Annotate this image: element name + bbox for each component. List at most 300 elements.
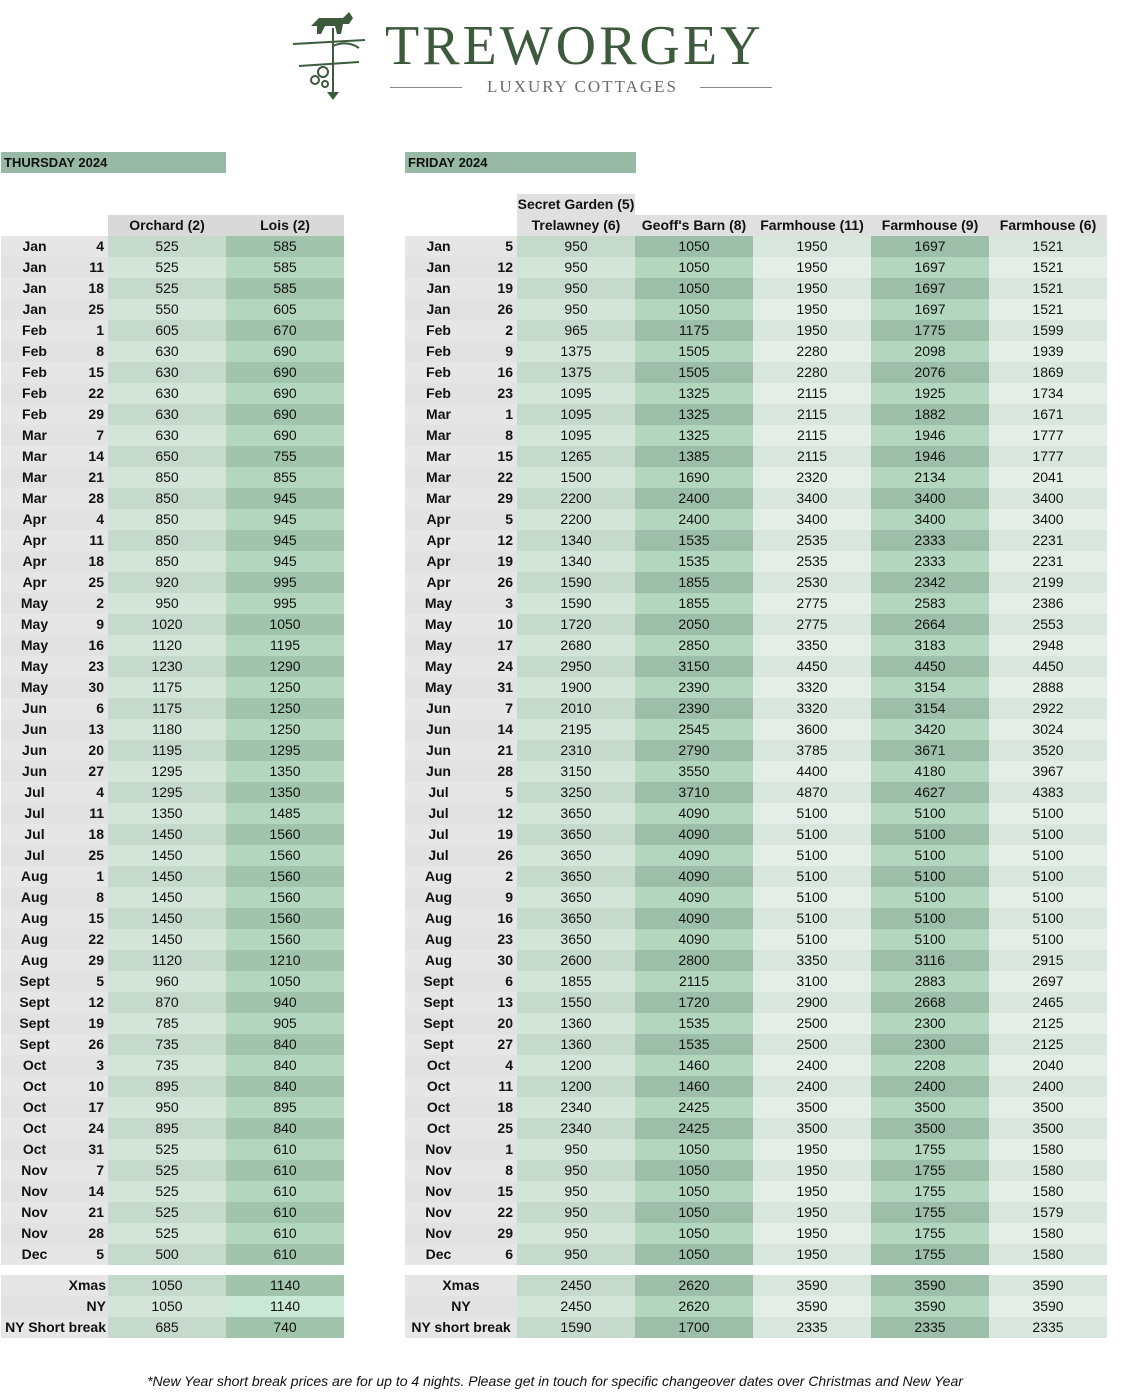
- price-cell: 2342: [871, 572, 989, 593]
- month-cell: Oct: [405, 1076, 472, 1097]
- day-cell: 11: [472, 1076, 517, 1097]
- price-cell: 5100: [989, 845, 1107, 866]
- price-cell: 1050: [226, 971, 344, 992]
- blank-cell: [68, 215, 108, 236]
- price-cell: 950: [517, 236, 635, 257]
- day-cell: 8: [472, 1160, 517, 1181]
- price-cell: 1325: [635, 425, 753, 446]
- column-header: Geoff's Barn (8): [635, 215, 753, 236]
- table-row: [1, 1034, 344, 1055]
- price-cell: 585: [226, 257, 344, 278]
- price-cell: 1950: [753, 236, 871, 257]
- price-cell: 1195: [108, 740, 226, 761]
- month-cell: Mar: [1, 488, 68, 509]
- price-cell: 755: [226, 446, 344, 467]
- month-cell: May: [405, 614, 472, 635]
- price-cell: 1350: [108, 803, 226, 824]
- price-cell: 1325: [635, 404, 753, 425]
- price-cell: 1755: [871, 1181, 989, 1202]
- day-cell: 31: [68, 1139, 108, 1160]
- table-row: [1, 1013, 344, 1034]
- price-cell: 1340: [517, 530, 635, 551]
- month-cell: Jun: [1, 698, 68, 719]
- price-cell: 1697: [871, 236, 989, 257]
- price-cell: 4180: [871, 761, 989, 782]
- price-cell: 1460: [635, 1076, 753, 1097]
- extra-row: [405, 1296, 1107, 1317]
- price-cell: 610: [226, 1202, 344, 1223]
- price-cell: 855: [226, 467, 344, 488]
- price-cell: 525: [108, 1223, 226, 1244]
- price-cell: 1120: [108, 635, 226, 656]
- day-cell: 5: [472, 236, 517, 257]
- price-cell: 2775: [753, 593, 871, 614]
- price-cell: 1775: [871, 320, 989, 341]
- price-cell: 1485: [226, 803, 344, 824]
- weathervane-icon: [285, 10, 385, 100]
- month-cell: May: [1, 614, 68, 635]
- table-row: [405, 404, 1107, 425]
- day-cell: 1: [68, 866, 108, 887]
- price-cell: 2231: [989, 551, 1107, 572]
- day-cell: 19: [472, 824, 517, 845]
- column-header: Orchard (2): [108, 215, 226, 236]
- price-cell: 2333: [871, 530, 989, 551]
- price-cell: 2450: [517, 1296, 635, 1317]
- price-cell: 690: [226, 383, 344, 404]
- price-cell: 4400: [753, 761, 871, 782]
- price-cell: 3100: [753, 971, 871, 992]
- price-cell: 840: [226, 1055, 344, 1076]
- price-cell: 1900: [517, 677, 635, 698]
- month-cell: Aug: [405, 887, 472, 908]
- column-header: Farmhouse (6): [989, 215, 1107, 236]
- price-cell: 2850: [635, 635, 753, 656]
- price-cell: 5100: [871, 803, 989, 824]
- price-cell: 2115: [753, 404, 871, 425]
- table-row: [405, 1181, 1107, 1202]
- price-cell: 525: [108, 1139, 226, 1160]
- table-row: [405, 1013, 1107, 1034]
- day-cell: 27: [68, 761, 108, 782]
- month-cell: Oct: [405, 1097, 472, 1118]
- price-cell: 1050: [635, 1139, 753, 1160]
- price-cell: 2915: [989, 950, 1107, 971]
- price-cell: 1505: [635, 341, 753, 362]
- price-cell: 1050: [635, 1223, 753, 1244]
- price-cell: 1777: [989, 446, 1107, 467]
- day-cell: 7: [68, 425, 108, 446]
- day-cell: 24: [472, 656, 517, 677]
- month-cell: Feb: [405, 320, 472, 341]
- day-cell: 28: [68, 488, 108, 509]
- table-row: [1, 341, 344, 362]
- price-cell: 2400: [635, 488, 753, 509]
- price-cell: 2300: [871, 1013, 989, 1034]
- day-cell: 10: [68, 1076, 108, 1097]
- price-cell: 2697: [989, 971, 1107, 992]
- price-cell: 525: [108, 278, 226, 299]
- month-cell: Jul: [1, 824, 68, 845]
- blank-cell: [635, 194, 753, 215]
- month-cell: Jun: [1, 761, 68, 782]
- price-cell: 2310: [517, 740, 635, 761]
- price-cell: 1946: [871, 446, 989, 467]
- blank-cell: [108, 194, 226, 215]
- blank-cell: [108, 1265, 226, 1275]
- day-cell: 2: [68, 593, 108, 614]
- table-row: [1, 1097, 344, 1118]
- divider: [700, 87, 772, 88]
- table-row: [405, 992, 1107, 1013]
- price-cell: 5100: [871, 887, 989, 908]
- price-cell: 3400: [989, 509, 1107, 530]
- day-cell: 24: [68, 1118, 108, 1139]
- price-cell: 1950: [753, 320, 871, 341]
- month-cell: Feb: [405, 341, 472, 362]
- price-cell: 1195: [226, 635, 344, 656]
- price-cell: 950: [517, 1244, 635, 1265]
- price-cell: 1521: [989, 278, 1107, 299]
- table-row: [1, 992, 344, 1013]
- price-cell: 735: [108, 1034, 226, 1055]
- price-cell: 3250: [517, 782, 635, 803]
- price-cell: 3400: [871, 509, 989, 530]
- price-cell: 690: [226, 425, 344, 446]
- price-cell: 610: [226, 1160, 344, 1181]
- price-cell: 3650: [517, 929, 635, 950]
- price-cell: 1350: [226, 782, 344, 803]
- table-row: [1, 887, 344, 908]
- price-cell: 1050: [635, 1202, 753, 1223]
- month-cell: Oct: [405, 1118, 472, 1139]
- table-row: [405, 467, 1107, 488]
- price-cell: 1050: [108, 1296, 226, 1317]
- price-cell: 2134: [871, 467, 989, 488]
- day-cell: 22: [68, 929, 108, 950]
- day-cell: 4: [68, 236, 108, 257]
- price-cell: 3650: [517, 824, 635, 845]
- price-cell: 1295: [108, 782, 226, 803]
- price-cell: 5100: [989, 803, 1107, 824]
- price-cell: 2900: [753, 992, 871, 1013]
- price-cell: 3590: [871, 1275, 989, 1296]
- day-cell: 22: [68, 383, 108, 404]
- price-cell: 2386: [989, 593, 1107, 614]
- price-cell: 1590: [517, 1317, 635, 1338]
- blank-cell: [472, 215, 517, 236]
- month-cell: Nov: [1, 1181, 68, 1202]
- price-cell: 630: [108, 404, 226, 425]
- table-row: [405, 320, 1107, 341]
- blank-cell: [405, 1265, 472, 1275]
- day-cell: 6: [68, 698, 108, 719]
- price-cell: 3650: [517, 845, 635, 866]
- month-cell: Jun: [405, 761, 472, 782]
- price-cell: 945: [226, 509, 344, 530]
- month-cell: Jun: [405, 740, 472, 761]
- price-cell: 4090: [635, 908, 753, 929]
- price-cell: 2115: [635, 971, 753, 992]
- price-cell: 2400: [635, 509, 753, 530]
- month-cell: May: [405, 677, 472, 698]
- month-cell: Nov: [405, 1181, 472, 1202]
- day-cell: 27: [472, 1034, 517, 1055]
- table-row: [405, 341, 1107, 362]
- day-cell: 14: [68, 446, 108, 467]
- month-cell: Mar: [405, 467, 472, 488]
- column-header: Lois (2): [226, 215, 344, 236]
- price-cell: 4090: [635, 845, 753, 866]
- month-cell: Jan: [405, 236, 472, 257]
- price-cell: 1560: [226, 845, 344, 866]
- price-cell: 1755: [871, 1139, 989, 1160]
- blank-cell: [871, 1265, 989, 1275]
- price-cell: 525: [108, 257, 226, 278]
- price-cell: 1560: [226, 887, 344, 908]
- price-cell: 1375: [517, 362, 635, 383]
- price-cell: 1250: [226, 719, 344, 740]
- period-label: NY: [405, 1296, 517, 1317]
- month-cell: Jan: [405, 257, 472, 278]
- day-cell: 18: [68, 551, 108, 572]
- price-cell: 1250: [226, 677, 344, 698]
- day-cell: 17: [472, 635, 517, 656]
- price-cell: 2340: [517, 1097, 635, 1118]
- price-cell: 690: [226, 362, 344, 383]
- price-cell: 950: [517, 1160, 635, 1181]
- price-cell: 895: [108, 1118, 226, 1139]
- price-cell: 1521: [989, 257, 1107, 278]
- period-label: NY short break: [405, 1317, 517, 1338]
- price-cell: 1950: [753, 1202, 871, 1223]
- price-cell: 3400: [753, 488, 871, 509]
- price-cell: 3590: [753, 1296, 871, 1317]
- price-cell: 3967: [989, 761, 1107, 782]
- price-cell: 1690: [635, 467, 753, 488]
- price-cell: 1580: [989, 1139, 1107, 1160]
- price-cell: 1720: [635, 992, 753, 1013]
- price-cell: 1939: [989, 341, 1107, 362]
- price-cell: 1950: [753, 1160, 871, 1181]
- brand-logo: [285, 10, 785, 100]
- day-cell: 20: [472, 1013, 517, 1034]
- month-cell: May: [1, 593, 68, 614]
- price-cell: 5100: [989, 866, 1107, 887]
- price-cell: 650: [108, 446, 226, 467]
- price-cell: 585: [226, 236, 344, 257]
- price-cell: 1560: [226, 824, 344, 845]
- day-cell: 26: [68, 1034, 108, 1055]
- price-cell: 1265: [517, 446, 635, 467]
- price-cell: 1855: [635, 593, 753, 614]
- day-cell: 21: [472, 740, 517, 761]
- day-cell: 11: [68, 257, 108, 278]
- price-cell: 3350: [753, 950, 871, 971]
- price-cell: 2800: [635, 950, 753, 971]
- day-cell: 11: [68, 530, 108, 551]
- price-cell: 1450: [108, 866, 226, 887]
- price-cell: 1095: [517, 425, 635, 446]
- price-cell: 685: [108, 1317, 226, 1338]
- price-cell: 1855: [517, 971, 635, 992]
- day-cell: 18: [68, 278, 108, 299]
- month-cell: Feb: [405, 362, 472, 383]
- price-cell: 1050: [108, 1275, 226, 1296]
- price-cell: 2888: [989, 677, 1107, 698]
- extra-row: [405, 1317, 1107, 1338]
- price-cell: 1295: [226, 740, 344, 761]
- month-cell: Feb: [1, 320, 68, 341]
- day-cell: 26: [472, 845, 517, 866]
- price-cell: 1855: [635, 572, 753, 593]
- price-cell: 4870: [753, 782, 871, 803]
- month-cell: Oct: [1, 1097, 68, 1118]
- extra-row: [405, 1275, 1107, 1296]
- price-cell: 2922: [989, 698, 1107, 719]
- table-row: [1, 677, 344, 698]
- day-cell: 21: [68, 1202, 108, 1223]
- price-cell: 1950: [753, 278, 871, 299]
- day-cell: 23: [472, 929, 517, 950]
- price-cell: 3520: [989, 740, 1107, 761]
- table-row: [1, 362, 344, 383]
- month-cell: Nov: [1, 1160, 68, 1181]
- price-cell: 5100: [753, 908, 871, 929]
- day-cell: 12: [472, 257, 517, 278]
- price-cell: 1460: [635, 1055, 753, 1076]
- month-cell: Aug: [1, 950, 68, 971]
- price-cell: 3154: [871, 698, 989, 719]
- price-cell: 2400: [871, 1076, 989, 1097]
- price-cell: 960: [108, 971, 226, 992]
- price-cell: 1360: [517, 1034, 635, 1055]
- price-cell: 950: [517, 1202, 635, 1223]
- price-cell: 1950: [753, 1139, 871, 1160]
- price-cell: 4090: [635, 887, 753, 908]
- month-cell: Jul: [405, 845, 472, 866]
- price-cell: 2620: [635, 1296, 753, 1317]
- table-row: [1, 614, 344, 635]
- price-cell: 1140: [226, 1275, 344, 1296]
- day-cell: 4: [472, 1055, 517, 1076]
- price-cell: 1535: [635, 530, 753, 551]
- table-row: [405, 782, 1107, 803]
- price-cell: 840: [226, 1118, 344, 1139]
- blank-cell: [68, 194, 108, 215]
- price-cell: 1500: [517, 467, 635, 488]
- table-row: [1, 320, 344, 341]
- day-cell: 19: [472, 278, 517, 299]
- price-cell: 3500: [753, 1097, 871, 1118]
- table-row: [405, 908, 1107, 929]
- price-cell: 610: [226, 1244, 344, 1265]
- table-row: [1, 1055, 344, 1076]
- blank-cell: [989, 1265, 1107, 1275]
- price-cell: 1535: [635, 1034, 753, 1055]
- price-cell: 525: [108, 1160, 226, 1181]
- price-cell: 3400: [753, 509, 871, 530]
- month-cell: May: [1, 677, 68, 698]
- price-cell: 995: [226, 593, 344, 614]
- price-cell: 3116: [871, 950, 989, 971]
- friday-price-table: [405, 194, 1107, 1338]
- price-cell: 1050: [635, 278, 753, 299]
- table-row: [405, 299, 1107, 320]
- day-cell: 17: [68, 1097, 108, 1118]
- price-cell: 2545: [635, 719, 753, 740]
- price-cell: 500: [108, 1244, 226, 1265]
- table-row: [1, 488, 344, 509]
- table-row: [1, 467, 344, 488]
- price-cell: 4090: [635, 866, 753, 887]
- price-cell: 1050: [635, 1160, 753, 1181]
- month-cell: Sept: [405, 971, 472, 992]
- price-cell: 1450: [108, 908, 226, 929]
- price-cell: 1950: [753, 257, 871, 278]
- price-cell: 3150: [517, 761, 635, 782]
- month-cell: Nov: [405, 1160, 472, 1181]
- price-cell: 2333: [871, 551, 989, 572]
- price-cell: 950: [517, 1181, 635, 1202]
- price-cell: 850: [108, 551, 226, 572]
- table-row: [1, 719, 344, 740]
- period-label: NY: [1, 1296, 108, 1317]
- table-row: [1, 635, 344, 656]
- day-cell: 29: [68, 950, 108, 971]
- month-cell: Jul: [1, 803, 68, 824]
- month-cell: Apr: [405, 509, 472, 530]
- month-cell: Mar: [1, 425, 68, 446]
- price-cell: 950: [108, 593, 226, 614]
- table-row: [405, 1097, 1107, 1118]
- price-cell: 2115: [753, 446, 871, 467]
- day-cell: 22: [472, 1202, 517, 1223]
- price-cell: 2668: [871, 992, 989, 1013]
- price-cell: 5100: [989, 929, 1107, 950]
- price-cell: 850: [108, 509, 226, 530]
- table-row: [405, 803, 1107, 824]
- day-cell: 21: [68, 467, 108, 488]
- day-cell: 5: [68, 971, 108, 992]
- price-cell: 895: [108, 1076, 226, 1097]
- month-cell: Sept: [405, 1034, 472, 1055]
- table-row: [405, 551, 1107, 572]
- day-cell: 13: [68, 719, 108, 740]
- price-cell: 2300: [871, 1034, 989, 1055]
- month-cell: Mar: [405, 446, 472, 467]
- day-cell: 30: [472, 950, 517, 971]
- price-cell: 1755: [871, 1202, 989, 1223]
- thursday-price-table: [1, 194, 344, 1338]
- price-cell: 3500: [871, 1097, 989, 1118]
- price-cell: 785: [108, 1013, 226, 1034]
- price-cell: 1590: [517, 572, 635, 593]
- day-cell: 29: [472, 1223, 517, 1244]
- price-cell: 5100: [753, 929, 871, 950]
- table-row: [405, 677, 1107, 698]
- month-cell: Mar: [405, 404, 472, 425]
- price-cell: 2125: [989, 1013, 1107, 1034]
- month-cell: Oct: [405, 1055, 472, 1076]
- blank-cell: [226, 194, 344, 215]
- month-cell: Mar: [1, 446, 68, 467]
- price-cell: 2553: [989, 614, 1107, 635]
- price-cell: 5100: [871, 908, 989, 929]
- price-cell: 610: [226, 1139, 344, 1160]
- day-cell: 8: [68, 341, 108, 362]
- price-cell: 2115: [753, 425, 871, 446]
